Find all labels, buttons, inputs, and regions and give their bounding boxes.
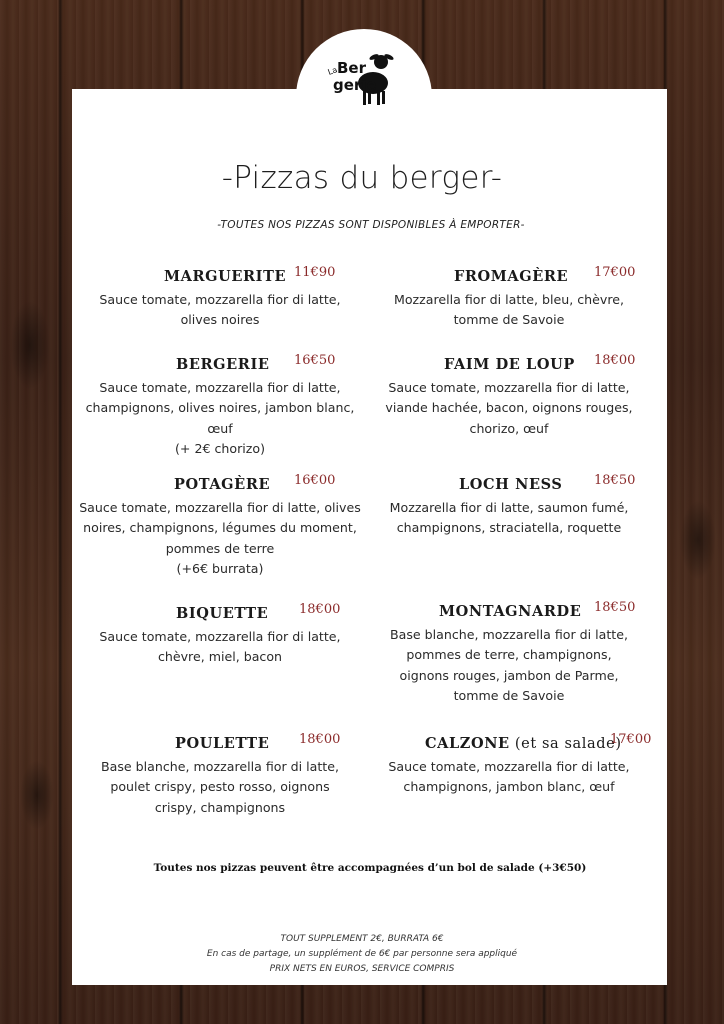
pizza-calzone [364,732,654,798]
pizza-price: 18€00 [299,602,341,617]
pizza-biquette [75,602,365,668]
pizza-name: POULETTE [175,735,270,752]
pizza-description: Sauce tomate, mozzarella fior di latte, olives noires, champignons, légumes du moment, pommes de terre (+6€ burrata) [79,500,361,576]
legal-line: PRIX NETS EN EUROS, SERVICE COMPRIS [269,964,455,974]
pizza-price: 18€50 [594,600,636,615]
pizza-name-main: CALZONE [425,735,510,752]
pizza-name: BIQUETTE [176,605,269,622]
pizza-price: 17€00 [610,732,652,747]
pizza-price: 18€50 [594,473,636,488]
logo-text-top: La [326,65,339,77]
wood-knot [680,500,716,580]
pizza-price: 18€00 [594,353,636,368]
pizza-price: 16€50 [294,353,336,368]
pizza-name: FROMAGÈRE [454,268,569,285]
pizza-name: POTAGÈRE [174,476,271,493]
pizza-name: BERGERIE [176,356,270,373]
legal-notes [0,932,724,977]
pizza-fromagere [364,265,654,331]
pizza-name-extra: (et sa salade) [509,736,622,752]
pizza-faim-de-loup [364,353,654,439]
pizza-montagnarde [364,600,654,706]
pizza-name: LOCH NESS [459,476,563,493]
pizza-price: 16€00 [294,473,336,488]
pizza-name: FAIM DE LOUP [444,356,575,373]
pizza-marguerite [75,265,365,331]
wood-knot [20,760,54,830]
pizza-description: Base blanche, mozzarella fior di latte, poulet crispy, pesto rosso, oignons crispy, champignons [101,759,339,815]
logo-text-mid: Ber [337,59,367,77]
pizza-poulette [75,732,365,818]
menu-title: -Pizzas du berger- [221,160,503,196]
pizza-description: Sauce tomate, mozzarella fior di latte, champignons, jambon blanc, œuf [388,759,630,795]
pizza-price: 18€00 [299,732,341,747]
pizza-description: Sauce tomate, mozzarella fior di latte, chèvre, miel, bacon [99,629,341,665]
pizza-potagere [75,473,365,579]
pizza-loch-ness [364,473,654,539]
pizza-name: MARGUERITE [164,268,287,285]
pizza-description: Sauce tomate, mozzarella fior di latte, viande hachée, bacon, oignons rouges, chorizo, œuf [385,380,633,436]
legal-line: En cas de partage, un supplément de 6€ par personne sera appliqué [206,949,518,959]
brand-logo [323,45,403,115]
pizza-description: Sauce tomate, mozzarella fior di latte, olives noires [99,292,341,328]
pizza-price: 17€00 [594,265,636,280]
pizza-name: MONTAGNARDE [439,603,582,620]
wood-knot [10,300,50,390]
legal-line: TOUT SUPPLEMENT 2€, BURRATA 6€ [280,934,444,944]
pizza-price: 11€90 [294,265,336,280]
pizza-description: Mozzarella fior di latte, bleu, chèvre, tomme de Savoie [393,292,625,328]
logo-text-bottom: gerie [333,76,377,94]
pizza-name [425,735,622,752]
pizza-description: Mozzarella fior di latte, saumon fumé, champignons, straciatella, roquette [389,500,629,536]
pizza-bergerie [75,353,365,459]
sheep-logo-icon [323,45,403,115]
pizza-description: Base blanche, mozzarella fior di latte, pommes de terre, champignons, oignons rouges, jambon de Parme, tomme de Savoie [390,627,628,703]
salad-footnote: Toutes nos pizzas peuvent être accompagnées d’un bol de salade (+3€50) [153,862,587,874]
pizza-description: Sauce tomate, mozzarella fior di latte, champignons, olives noires, jambon blanc, œuf (+ 2€ chorizo) [85,380,355,456]
menu-subtitle: -TOUTES NOS PIZZAS SONT DISPONIBLES À EMPORTER- [217,219,525,231]
